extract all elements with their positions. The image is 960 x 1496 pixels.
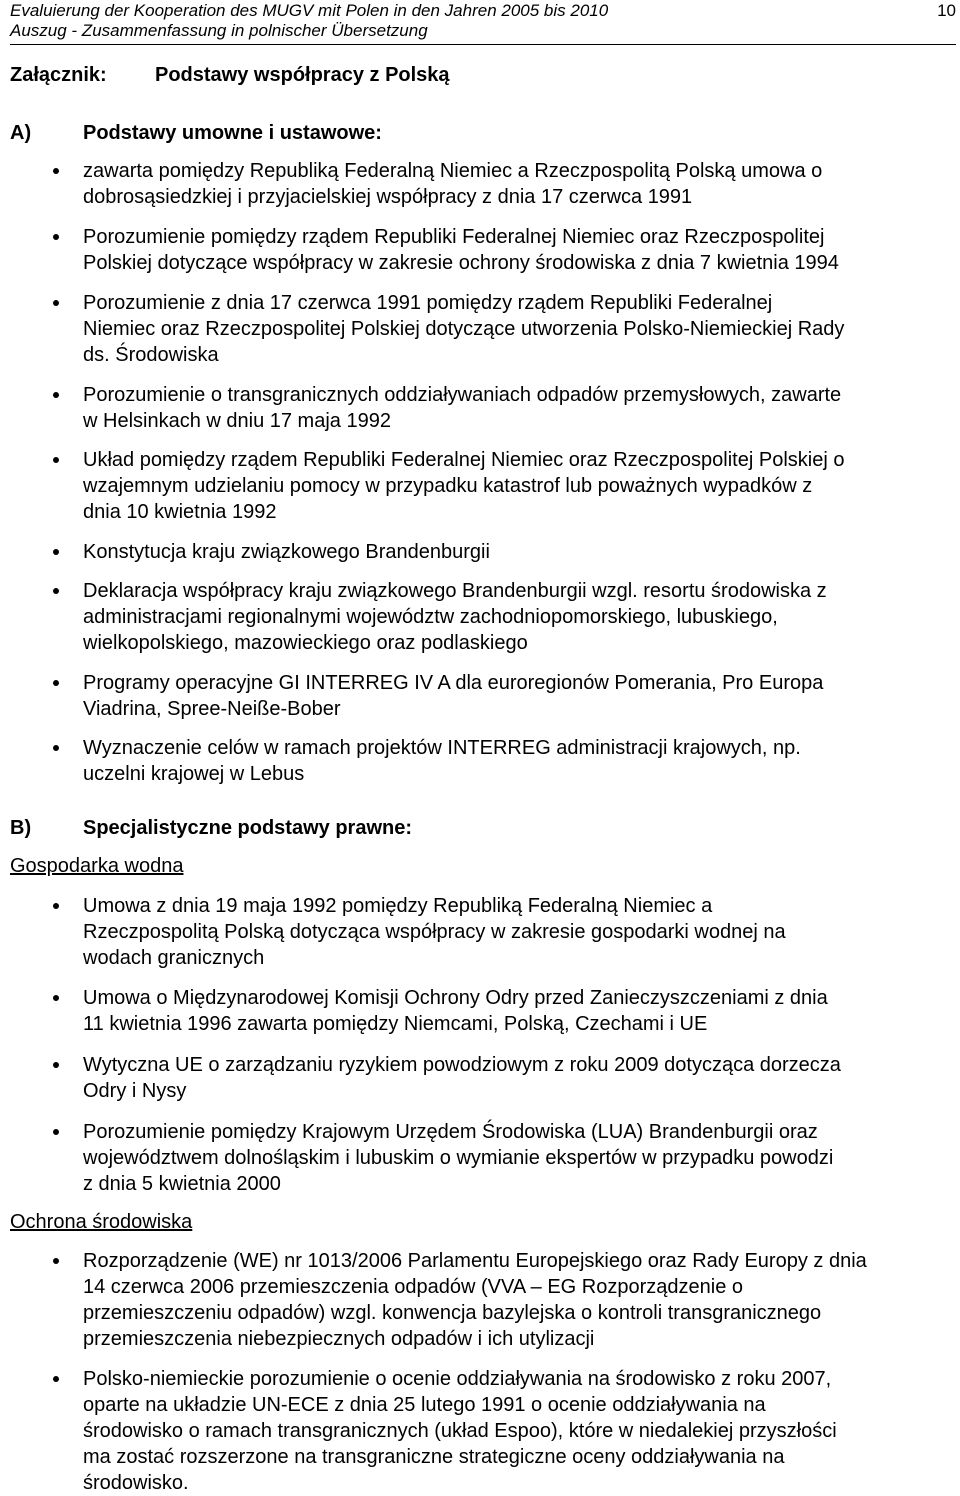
bullet-icon bbox=[53, 549, 59, 555]
item-line: Umowa z dnia 19 maja 1992 pomiędzy Republiką Federalną Niemiec a bbox=[83, 895, 713, 917]
bullet-icon bbox=[53, 168, 59, 174]
item-line: dobrosąsiedzkiej i przyjacielskiej współpracy z dnia 17 czerwca 1991 bbox=[83, 186, 693, 208]
subheading-water: Gospodarka wodna bbox=[10, 855, 184, 877]
item-line: ma zostać rozszerzone na transgraniczne strategiczne oceny oddziaływania na bbox=[83, 1446, 785, 1468]
item-line: Deklaracja współpracy kraju związkowego Brandenburgii wzgl. resortu środowiska z bbox=[83, 580, 827, 602]
item-line: środowisko o ramach transgranicznych (układ Espoo), które w niedalekiej przyszłości bbox=[83, 1420, 837, 1442]
item-line: Porozumienie pomiędzy rządem Republiki Federalnej Niemiec oraz Rzeczpospolitej bbox=[83, 226, 825, 248]
bullet-icon bbox=[53, 1258, 59, 1264]
item-line: wzajemnym udzielaniu pomocy w przypadku katastrof lub poważnych wypadków z bbox=[83, 475, 813, 497]
item-line: Wytyczna UE o zarządzaniu ryzykiem powodziowym z roku 2009 dotycząca dorzecza bbox=[83, 1054, 841, 1076]
item-line: zawarta pomiędzy Republiką Federalną Niemiec a Rzeczpospolitą Polską umowa o bbox=[83, 160, 823, 182]
item-line: uczelni krajowej w Lebus bbox=[83, 763, 305, 785]
bullet-icon bbox=[53, 903, 59, 909]
item-line: 14 czerwca 2006 przemieszczenia odpadów (VVA – EG Rozporządzenie o bbox=[83, 1276, 743, 1298]
item-line: środowisko. bbox=[83, 1472, 189, 1494]
subheading-environment: Ochrona środowiska bbox=[10, 1211, 193, 1233]
bullet-icon bbox=[53, 680, 59, 686]
list-item bbox=[83, 893, 960, 971]
list-item bbox=[83, 539, 960, 565]
item-line: Układ pomiędzy rządem Republiki Federalnej Niemiec oraz Rzeczpospolitej Polskiej o bbox=[83, 449, 845, 471]
list-item bbox=[83, 447, 960, 525]
bullet-icon bbox=[53, 300, 59, 306]
section-b-title: Specjalistyczne podstawy prawne: bbox=[83, 817, 412, 839]
item-line: województwem dolnośląskim i lubuskim o wymianie ekspertów w przypadku powodzi bbox=[83, 1147, 834, 1169]
annex-label: Załącznik: bbox=[10, 64, 107, 86]
item-line: 11 kwietnia 1996 zawarta pomiędzy Niemcami, Polską, Czechami i UE bbox=[83, 1013, 708, 1035]
item-line: Wyznaczenie celów w ramach projektów INTERREG administracji krajowych, np. bbox=[83, 737, 801, 759]
item-line: dnia 10 kwietnia 1992 bbox=[83, 501, 277, 523]
bullet-icon bbox=[53, 745, 59, 751]
header-subtitle: Auszug - Zusammenfassung in polnischer Übersetzung bbox=[10, 21, 428, 40]
item-line: Porozumienie z dnia 17 czerwca 1991 pomiędzy rządem Republiki Federalnej bbox=[83, 292, 773, 314]
list-item bbox=[83, 224, 960, 276]
bullet-icon bbox=[53, 588, 59, 594]
section-b-letter: B) bbox=[10, 817, 32, 839]
bullet-icon bbox=[53, 995, 59, 1001]
list-item bbox=[83, 158, 960, 210]
item-line: przemieszczenia niebezpiecznych odpadów i ich utylizacji bbox=[83, 1328, 595, 1350]
item-line: w Helsinkach w dniu 17 maja 1992 bbox=[83, 410, 391, 432]
item-line: Niemiec oraz Rzeczpospolitej Polskiej dotyczące utworzenia Polsko-Niemieckiej Rady bbox=[83, 318, 845, 340]
item-line: Odry i Nysy bbox=[83, 1080, 187, 1102]
list-item bbox=[83, 735, 960, 787]
page-number: 10 bbox=[937, 1, 956, 20]
item-line: wielkopolskiego, mazowieckiego oraz podlaskiego bbox=[83, 632, 528, 654]
list-item bbox=[83, 1366, 960, 1496]
item-line: Konstytucja kraju związkowego Brandenburgii bbox=[83, 541, 490, 563]
item-line: z dnia 5 kwietnia 2000 bbox=[83, 1173, 281, 1195]
item-line: Rzeczpospolitą Polską dotycząca współpracy w zakresie gospodarki wodnej na bbox=[83, 921, 786, 943]
item-line: Polsko-niemieckie porozumienie o ocenie oddziaływania na środowisko z roku 2007, bbox=[83, 1368, 832, 1390]
item-line: wodach granicznych bbox=[83, 947, 265, 969]
list-item bbox=[83, 1248, 960, 1352]
item-line: Polskiej dotyczące współpracy w zakresie ochrony środowiska z dnia 7 kwietnia 1994 bbox=[83, 252, 839, 274]
list-item bbox=[83, 985, 960, 1037]
item-line: Porozumienie o transgranicznych oddziaływaniach odpadów przemysłowych, zawarte bbox=[83, 384, 842, 406]
item-line: administracjami regionalnymi województw zachodniopomorskiego, lubuskiego, bbox=[83, 606, 778, 628]
item-line: ds. Środowiska bbox=[83, 344, 219, 366]
item-line: Rozporządzenie (WE) nr 1013/2006 Parlamentu Europejskiego oraz Rady Europy z dnia bbox=[83, 1250, 867, 1272]
item-line: Viadrina, Spree-Neiße-Bober bbox=[83, 698, 341, 720]
list-item bbox=[83, 578, 960, 656]
list-item bbox=[83, 1119, 960, 1197]
item-line: Umowa o Międzynarodowej Komisji Ochrony Odry przed Zanieczyszczeniami z dnia bbox=[83, 987, 828, 1009]
item-line: Porozumienie pomiędzy Krajowym Urzędem Środowiska (LUA) Brandenburgii oraz bbox=[83, 1121, 818, 1143]
bullet-icon bbox=[53, 1376, 59, 1382]
header-title: Evaluierung der Kooperation des MUGV mit Polen in den Jahren 2005 bis 2010 bbox=[10, 1, 609, 20]
item-line: oparte na układzie UN-ECE z dnia 25 lutego 1991 o ocenie oddziaływania na bbox=[83, 1394, 766, 1416]
section-a-letter: A) bbox=[10, 122, 32, 144]
list-item bbox=[83, 382, 960, 434]
annex-title: Podstawy współpracy z Polską bbox=[155, 64, 450, 86]
page-header bbox=[10, 0, 956, 45]
bullet-icon bbox=[53, 457, 59, 463]
section-a-title: Podstawy umowne i ustawowe: bbox=[83, 122, 382, 144]
item-line: Programy operacyjne GI INTERREG IV A dla euroregionów Pomerania, Pro Europa bbox=[83, 672, 824, 694]
bullet-icon bbox=[53, 1129, 59, 1135]
list-item bbox=[83, 670, 960, 722]
bullet-icon bbox=[53, 392, 59, 398]
bullet-icon bbox=[53, 234, 59, 240]
list-item bbox=[83, 1052, 960, 1104]
item-line: przemieszczeniu odpadów) wzgl. konwencja bazylejska o kontroli transgranicznego bbox=[83, 1302, 822, 1324]
bullet-icon bbox=[53, 1062, 59, 1068]
list-item bbox=[83, 290, 960, 368]
